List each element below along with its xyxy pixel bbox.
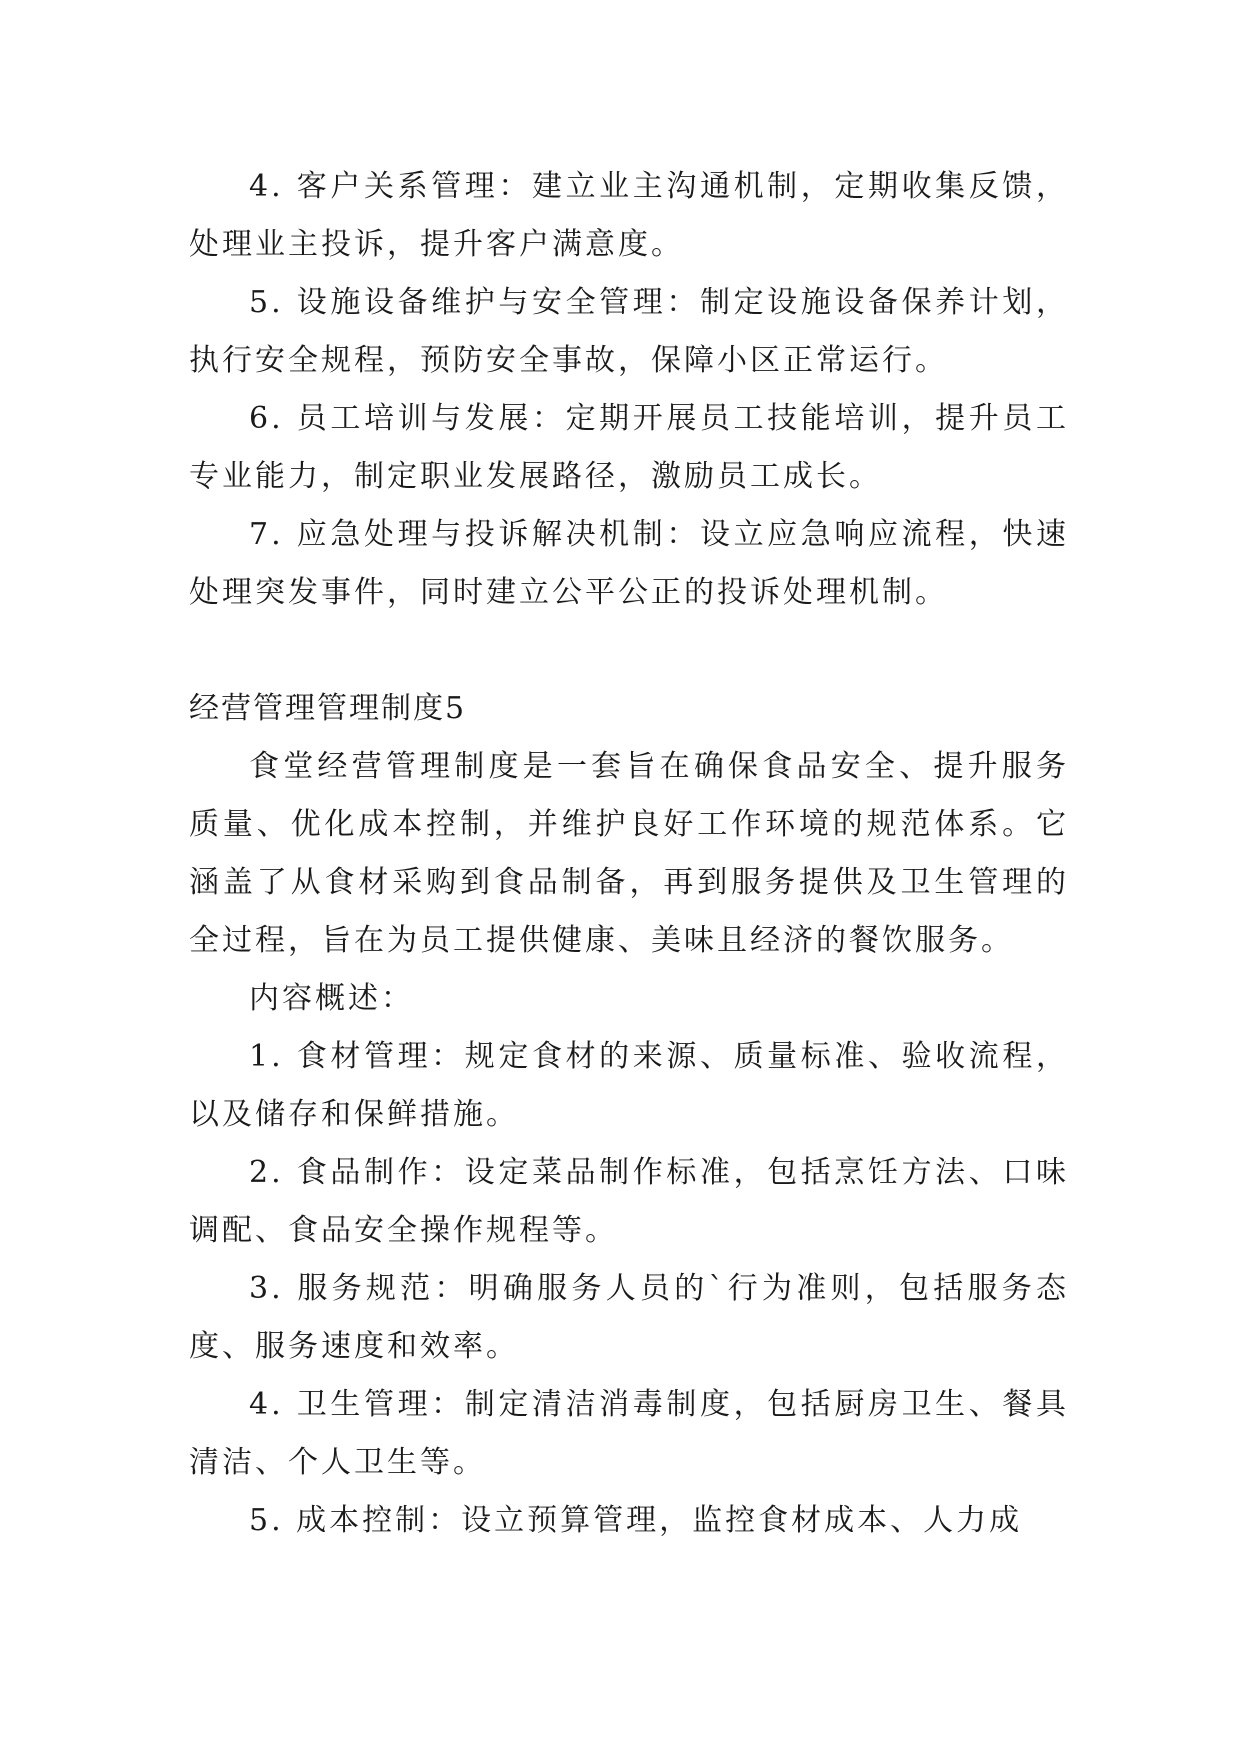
document-body bbox=[189, 158, 1069, 1550]
paragraph-facility-maintenance: 5. 设施设备维护与安全管理：制定设施设备保养计划，执行安全规程，预防安全事故，保障小区正常运行。 bbox=[189, 285, 1069, 378]
section-title: 经营管理管理制度5 bbox=[189, 691, 467, 726]
paragraph-ingredient-management: 1. 食材管理：规定食材的来源、质量标准、验收流程，以及储存和保鲜措施。 bbox=[189, 1039, 1069, 1132]
paragraph-hygiene-management: 4. 卫生管理：制定清洁消毒制度，包括厨房卫生、餐具清洁、个人卫生等。 bbox=[189, 1387, 1069, 1480]
paragraph-food-preparation: 2. 食品制作：设定菜品制作标准，包括烹饪方法、口味调配、食品安全操作规程等。 bbox=[189, 1155, 1069, 1248]
paragraph-overview-label: 内容概述： bbox=[249, 981, 414, 1016]
paragraph-service-standards: 3. 服务规范：明确服务人员的`行为准则，包括服务态度、服务速度和效率。 bbox=[189, 1271, 1069, 1364]
paragraph-intro: 食堂经营管理制度是一套旨在确保食品安全、提升服务质量、优化成本控制，并维护良好工作环境的规范体系。它涵盖了从食材采购到食品制备，再到服务提供及卫生管理的全过程，旨在为员工提供健康、美味且经济的餐饮服务。 bbox=[189, 749, 1069, 958]
paragraph-emergency-handling: 7. 应急处理与投诉解决机制：设立应急响应流程，快速处理突发事件，同时建立公平公正的投诉处理机制。 bbox=[189, 517, 1069, 610]
paragraph-cost-control: 5. 成本控制：设立预算管理，监控食材成本、人力成 bbox=[249, 1503, 1023, 1538]
paragraph-customer-relations: 4. 客户关系管理：建立业主沟通机制，定期收集反馈，处理业主投诉，提升客户满意度。 bbox=[189, 169, 1069, 262]
paragraph-staff-training: 6. 员工培训与发展：定期开展员工技能培训，提升员工专业能力，制定职业发展路径，激励员工成长。 bbox=[189, 401, 1069, 494]
